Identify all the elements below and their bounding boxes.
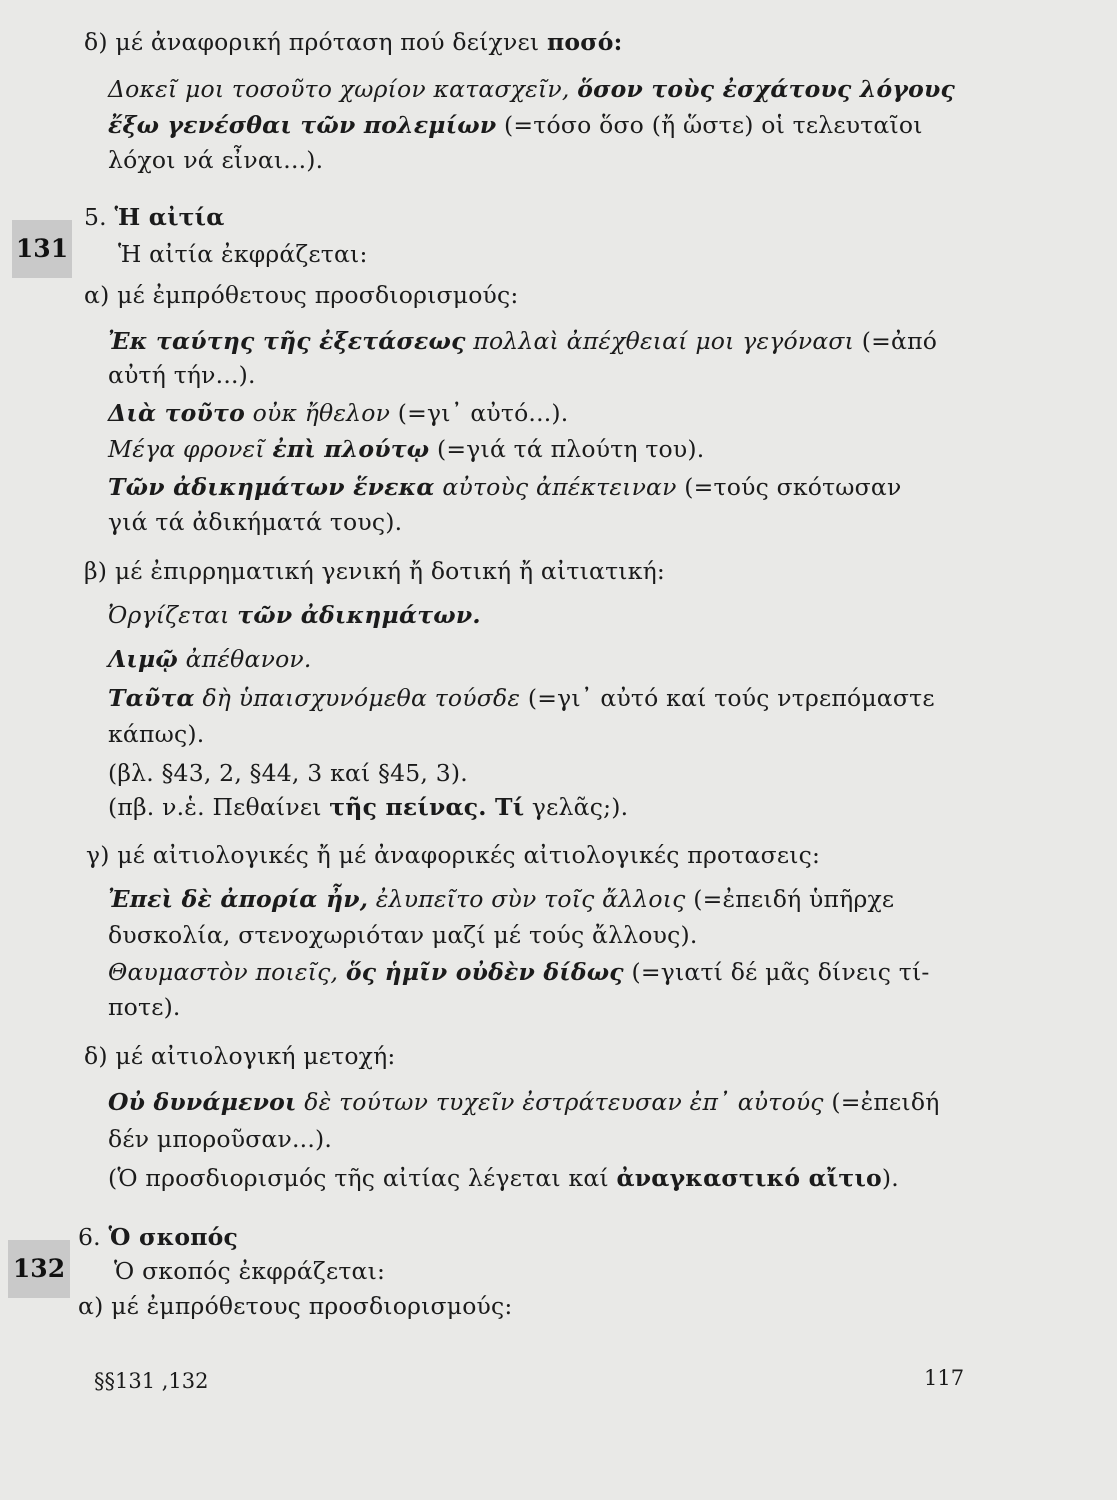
page-number: 117 xyxy=(924,1366,965,1390)
example-line: Μέγα φρονεῖ ἐπὶ πλούτῳ (=γιά τά πλούτη του). xyxy=(108,435,705,463)
delta-label: δ) μέ αἰτιολογική μετοχή: xyxy=(84,1042,396,1070)
paragraph-badge-132: 132 xyxy=(8,1240,70,1298)
section-intro: Ἡ αἰτία ἐκφράζεται: xyxy=(118,240,368,268)
example-line: Οὐ δυνάμενοι δὲ τούτων τυχεῖν ἐστράτευσαν ἐπ᾿ αὐτούς (=ἐπειδή xyxy=(108,1088,940,1116)
example-line: Λιμῷ ἀπέθανον. xyxy=(108,645,312,673)
example-line: λόχοι νά εἶναι...). xyxy=(108,146,324,174)
alpha-label: α) μέ ἐμπρόθετους προσδιορισμούς: xyxy=(78,1292,513,1320)
example-line: ἔξω γενέσθαι τῶν πολεμίων (=τόσο ὅσο (ἤ ὥστε) οἱ τελευταῖοι xyxy=(108,111,923,139)
example-line: δέν μποροῦσαν...). xyxy=(108,1125,333,1153)
example-line: Τῶν ἀδικημάτων ἕνεκα αὐτοὺς ἀπέκτειναν (=τούς σκότωσαν xyxy=(108,473,902,501)
section-heading-purpose: 6. Ὁ σκοπός xyxy=(78,1223,239,1251)
delta-relative-label: δ) μέ ἀναφορική πρόταση πού δείχνει ποσό: xyxy=(84,28,623,56)
example-line: Ταῦτα δὴ ὑπαισχυνόμεθα τούσδε (=γι᾿ αὐτό καί τούς ντρεπόμαστε xyxy=(108,684,935,712)
reference-line: (βλ. §43, 2, §44, 3 καί §45, 3). xyxy=(108,759,468,787)
section-heading-cause: 5. Ἡ αἰτία xyxy=(84,203,225,231)
example-line: Θαυμαστὸν ποιεῖς, ὅς ἡμῖν οὐδὲν δίδως (=γιατί δέ μᾶς δίνεις τί- xyxy=(108,958,930,986)
note-line: (Ὁ προσδιορισμός τῆς αἰτίας λέγεται καί ἀναγκαστικό αἴτιο). xyxy=(108,1164,899,1192)
example-line: Δοκεῖ μοι τοσοῦτο χωρίον κατασχεῖν, ὅσον τοὺς ἐσχάτους λόγους xyxy=(108,75,956,103)
comparison-line: (πβ. ν.ἑ. Πεθαίνει τῆς πείνας. Τί γελᾶς;). xyxy=(108,793,629,821)
example-line: Διὰ τοῦτο οὐκ ἤθελον (=γι᾿ αὐτό...). xyxy=(108,399,569,427)
example-line: δυσκολία, στενοχωριόταν μαζί μέ τούς ἄλλους). xyxy=(108,921,698,949)
example-line: κάπως). xyxy=(108,720,205,748)
example-line: αὐτή τήν...). xyxy=(108,361,256,389)
paragraph-badge-131: 131 xyxy=(12,220,72,278)
footer-section-refs: §§131 ,132 xyxy=(94,1369,209,1393)
example-line: γιά τά ἀδικήματά τους). xyxy=(108,508,403,536)
example-line: Ἐκ ταύτης τῆς ἐξετάσεως πολλαὶ ἀπέχθειαί μοι γεγόνασι (=ἀπό xyxy=(108,327,938,355)
example-line: ποτε). xyxy=(108,993,181,1021)
example-line: Ὀργίζεται τῶν ἀδικημάτων. xyxy=(108,601,481,629)
beta-label: β) μέ ἐπιρρηματική γενική ἤ δοτική ἤ αἰτιατική: xyxy=(84,557,665,585)
alpha-label: α) μέ ἐμπρόθετους προσδιορισμούς: xyxy=(84,281,519,309)
example-line: Ἐπεὶ δὲ ἀπορία ἦν, ἐλυπεῖτο σὺν τοῖς ἄλλοις (=ἐπειδή ὑπῆρχε xyxy=(108,885,895,913)
gamma-label: γ) μέ αἰτιολογικές ἤ μέ ἀναφορικές αἰτιολογικές προτασεις: xyxy=(86,841,821,869)
section-intro: Ὁ σκοπός ἐκφράζεται: xyxy=(114,1257,386,1285)
